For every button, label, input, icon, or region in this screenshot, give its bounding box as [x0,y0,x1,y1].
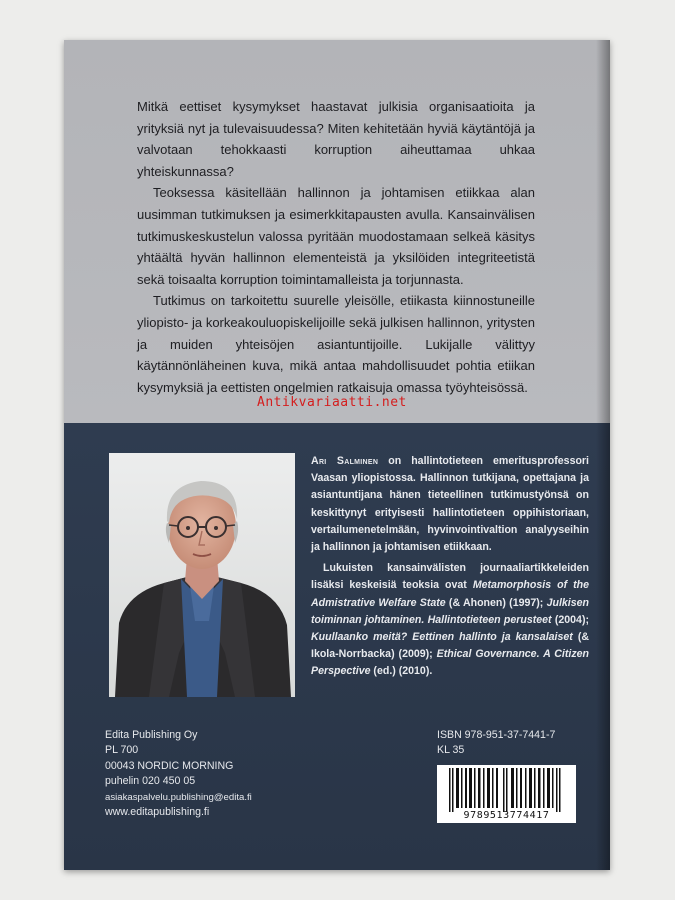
book-title-4: Ethical Governance. A Citizen Perspective [311,648,589,678]
book-title-1: Metamorphosis of the Admistrative Welfare State [311,579,589,609]
bio-text-e: (ed.) (2010). [370,665,433,678]
blurb-paragraph-1: Mitkä eettiset kysymykset haastavat julkisia organisaatioita ja yrityksiä nyt ja tulevaisuudessa? Miten kehitetään hyviä käytäntöjä ja valvotaan tehokkaasti korruption aiheuttamaa uhkaa yhteiskunnassa? [137,99,535,179]
bio-paragraph-1 [311,453,589,556]
book-title-3: Kuullaanko meitä? Eettinen hallinto ja kansalaiset [311,631,573,644]
isbn-block [437,728,555,759]
publisher-postal: 00043 NORDIC MORNING [105,759,234,772]
publisher-name: Edita Publishing Oy [105,729,198,741]
bio-text-d: (& Ikola-Norrbacka) (2009); [311,631,590,661]
watermark: Antikvariaatti.net [257,395,407,410]
publisher-phone: puhelin 020 450 05 [105,775,196,788]
barcode-bars [437,768,576,812]
blurb-paragraph-2: Teoksessa käsitellään hallinnon ja johtamisen etiikkaa alan uusimman tutkimuksen ja esimerkkitapausten avulla. Kansainvälisen tutkimuskeskustelun valossa pyritään muodostamaan selkeä käsitys yhtäältä hyvän hallinnon elementeistä ja yksilöiden integriteetistä sekä toisaalta korruption toimintamalleista ja torjunnasta. [137,185,535,287]
lower-dark-panel [64,423,610,870]
author-portrait-illustration [109,453,295,697]
bio-text-b: (& Ahonen) (1997); [445,596,547,609]
publisher-box: PL 700 [105,744,139,757]
bio-paragraph-2 [311,560,589,680]
author-bio [311,453,589,681]
kl-class: KL 35 [437,744,465,757]
publisher-email: asiakaspalvelu.publishing@edita.fi [105,791,252,803]
author-name: Ari Salminen [311,455,379,467]
bio-text-a: Lukuisten kansainvälisten journaaliartikkeleiden lisäksi keskeisiä teoksia ovat [311,562,589,592]
bio-text-c: (2004); [551,613,590,626]
author-photo [109,453,295,697]
blurb-text [137,96,535,398]
barcode-digits: 9789513774417 [463,810,550,821]
book-back-cover [64,40,610,870]
isbn-number: ISBN 978-951-37-7441-7 [437,729,556,741]
upper-grey-panel [64,40,610,423]
bio-paragraph-1-text: on hallintotieteen emeritusprofessori Vaasan yliopistossa. Hallinnon tutkijana, opettajana ja asiantuntijana hänen tieteellinen tutkimustyönsä on keskittynyt erityisesti hallintotieteen oppihistoriaan, vertailumenetelmään, hyvinvointivaltion analyyseihin ja hallinnon ja johtamisen etiikkaan. [311,455,590,554]
book-title-2: Julkisen toiminnan johtaminen. Hallintotieteen perusteet [311,596,589,626]
blurb-paragraph-3: Tutkimus on tarkoitettu suurelle yleisölle, etiikasta kiinnostuneille yliopisto- ja korkeakouluopiskelijoille sekä julkisen hallinnon, yritysten ja muiden yhteisöjen asiantuntijoille. Lukijalle välittyy käytännönläheinen kuva, mikä antaa mahdollisuudet pohtia etiikan kysymyksiä ja eettisten ongelmien ratkaisuja omassa työyhteisössä. [137,293,535,395]
publisher-web: www.editapublishing.fi [105,806,210,819]
barcode [437,765,576,823]
publisher-info [105,728,252,820]
